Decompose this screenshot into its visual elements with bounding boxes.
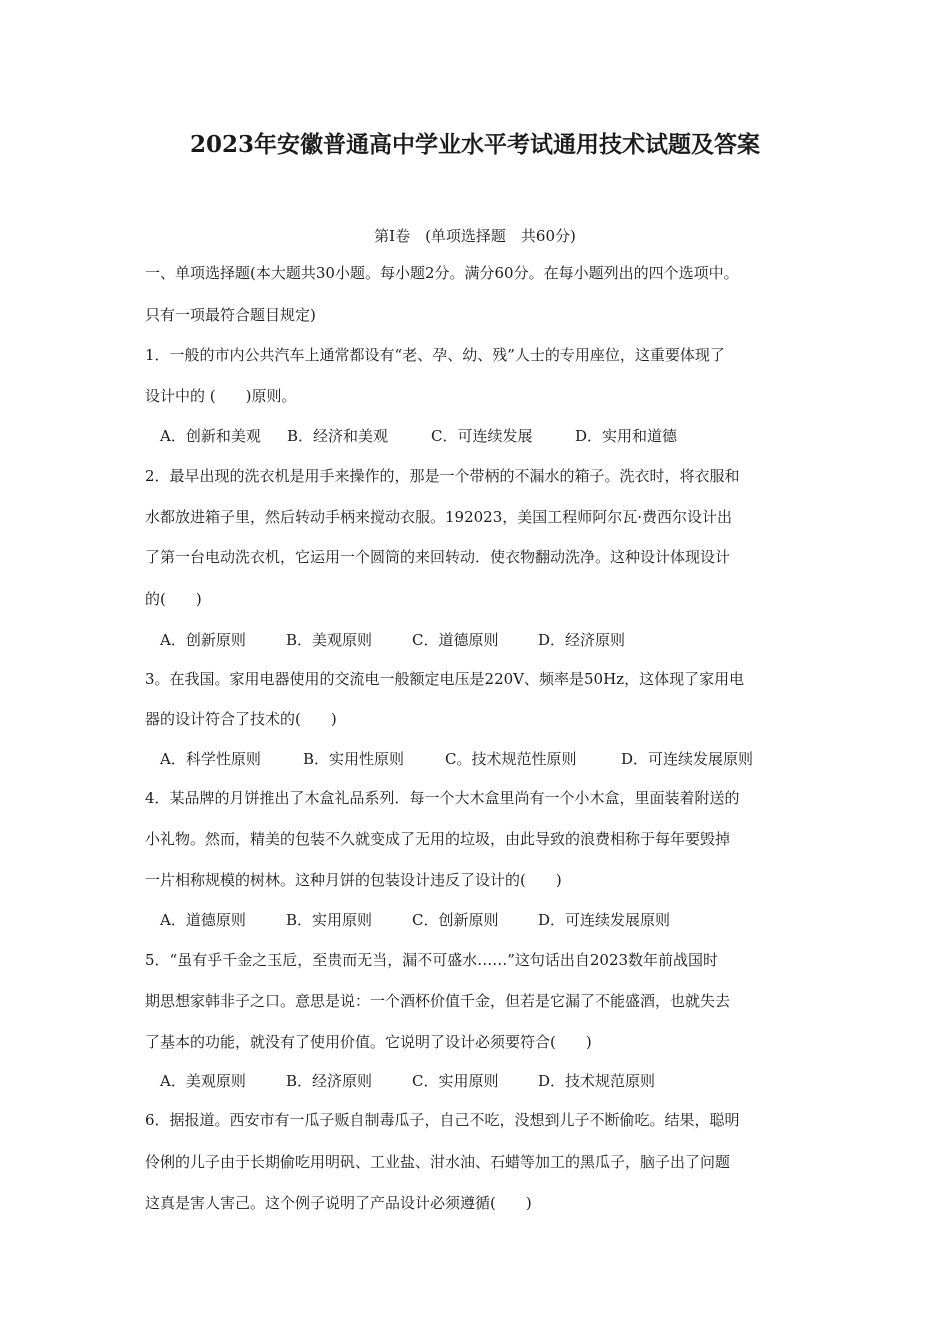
question-3-stem-line-2: 器的设计符合了技术的( ): [145, 710, 337, 728]
question-5-stem-line-1: 5．“虽有乎千金之玉卮，至贵而无当，漏不可盛水……”这句话出自2023数年前战国时: [145, 951, 719, 969]
question-4-stem-line-3: 一片相称规模的树林。这种月饼的包装设计违反了设计的( ): [145, 871, 562, 889]
question-3-option-b: B．实用性原则: [303, 750, 405, 768]
question-6-stem-line-3: 这真是害人害己。这个例子说明了产品设计必须遵循( ): [145, 1194, 532, 1212]
question-3-option-c: C。技术规范性原则: [445, 750, 577, 768]
question-2-option-c: C．道德原则: [412, 631, 499, 649]
question-4-option-d: D．可连续发展原则: [538, 911, 671, 929]
question-2-option-b: B．美观原则: [286, 631, 373, 649]
question-4-stem-line-1: 4．某品牌的月饼推出了木盒礼品系列．每一个大木盒里尚有一个小木盒，里面装着附送的: [145, 789, 740, 807]
question-6-stem-line-2: 伶俐的儿子由于长期偷吃用明矾、工业盐、泔水油、石蜡等加工的黑瓜子，脑子出了问题: [145, 1153, 731, 1171]
question-4-option-c: C．创新原则: [412, 911, 499, 929]
question-3-stem-line-1: 3。在我国。家用电器使用的交流电一般额定电压是220V、频率是50Hz，这体现了家用电: [145, 670, 745, 688]
question-2-options: [160, 630, 625, 650]
question-1-stem-line-2: 设计中的 ( )原则。: [145, 387, 297, 405]
question-5-stem-line-3: 了基本的功能，就没有了使用价值。它说明了设计必须要符合( ): [145, 1033, 592, 1051]
question-1-option-d: D．实用和道德: [575, 427, 678, 445]
section-heading: 第Ⅰ卷 (单项选择题 共60分): [374, 227, 576, 245]
question-5-option-c: C．实用原则: [412, 1072, 499, 1090]
question-5-option-a: A．美观原则: [160, 1072, 246, 1090]
question-4-options: [160, 910, 670, 930]
question-2-stem-line-3: 了第一台电动洗衣机，它运用一个圆筒的来回转动．使衣物翻动洗净。这种设计体现设计: [145, 548, 731, 566]
question-5-options: [160, 1071, 655, 1091]
question-1-options: [160, 426, 677, 446]
question-3-option-d: D．可连续发展原则: [621, 750, 754, 768]
question-1-option-b: B．经济和美观: [287, 427, 389, 445]
question-1-option-c: C．可连续发展: [431, 427, 533, 445]
question-4-stem-line-2: 小礼物。然而，精美的包装不久就变成了无用的垃圾，由此导致的浪费相称于每年要毁掉: [145, 830, 731, 848]
question-4-option-a: A．道德原则: [160, 911, 246, 929]
question-2-stem-line-2: 水都放进箱子里，然后转动手柄来搅动衣服。192023，美国工程师阿尔瓦·费西尔设计出: [145, 508, 733, 526]
question-5-stem-line-2: 期思想家韩非子之口。意思是说：一个酒杯价值千金，但若是它漏了不能盛酒，也就失去: [145, 992, 731, 1010]
question-2-option-d: D．经济原则: [538, 631, 626, 649]
question-3-option-a: A．科学性原则: [160, 750, 261, 768]
question-5-option-d: D．技术规范原则: [538, 1072, 656, 1090]
question-2-stem-line-4: 的( ): [145, 590, 202, 608]
question-2-option-a: A．创新原则: [160, 631, 246, 649]
document-title: 2023年安徽普通高中学业水平考试通用技术试题及答案: [189, 131, 760, 158]
instructions-line-1: 一、单项选择题(本大题共30小题。每小题2分。满分60分。在每小题列出的四个选项中。: [145, 264, 739, 282]
instructions-line-2: 只有一项最符合题目规定): [145, 306, 316, 324]
question-5-option-b: B．经济原则: [286, 1072, 373, 1090]
question-1-stem-line-1: 1．一般的市内公共汽车上通常都设有“老、孕、幼、残”人士的专用座位，这重要体现了: [145, 346, 725, 364]
question-2-stem-line-1: 2．最早出现的洗衣机是用手来操作的，那是一个带柄的不漏水的箱子。洗衣时，将衣服和: [145, 467, 740, 485]
question-3-options: [160, 749, 753, 769]
question-4-option-b: B．实用原则: [286, 911, 373, 929]
question-6-stem-line-1: 6．据报道。西安市有一瓜子贩自制毒瓜子，自己不吃，没想到儿子不断偷吃。结果，聪明: [145, 1111, 740, 1129]
question-1-option-a: A．创新和美观: [160, 427, 261, 445]
